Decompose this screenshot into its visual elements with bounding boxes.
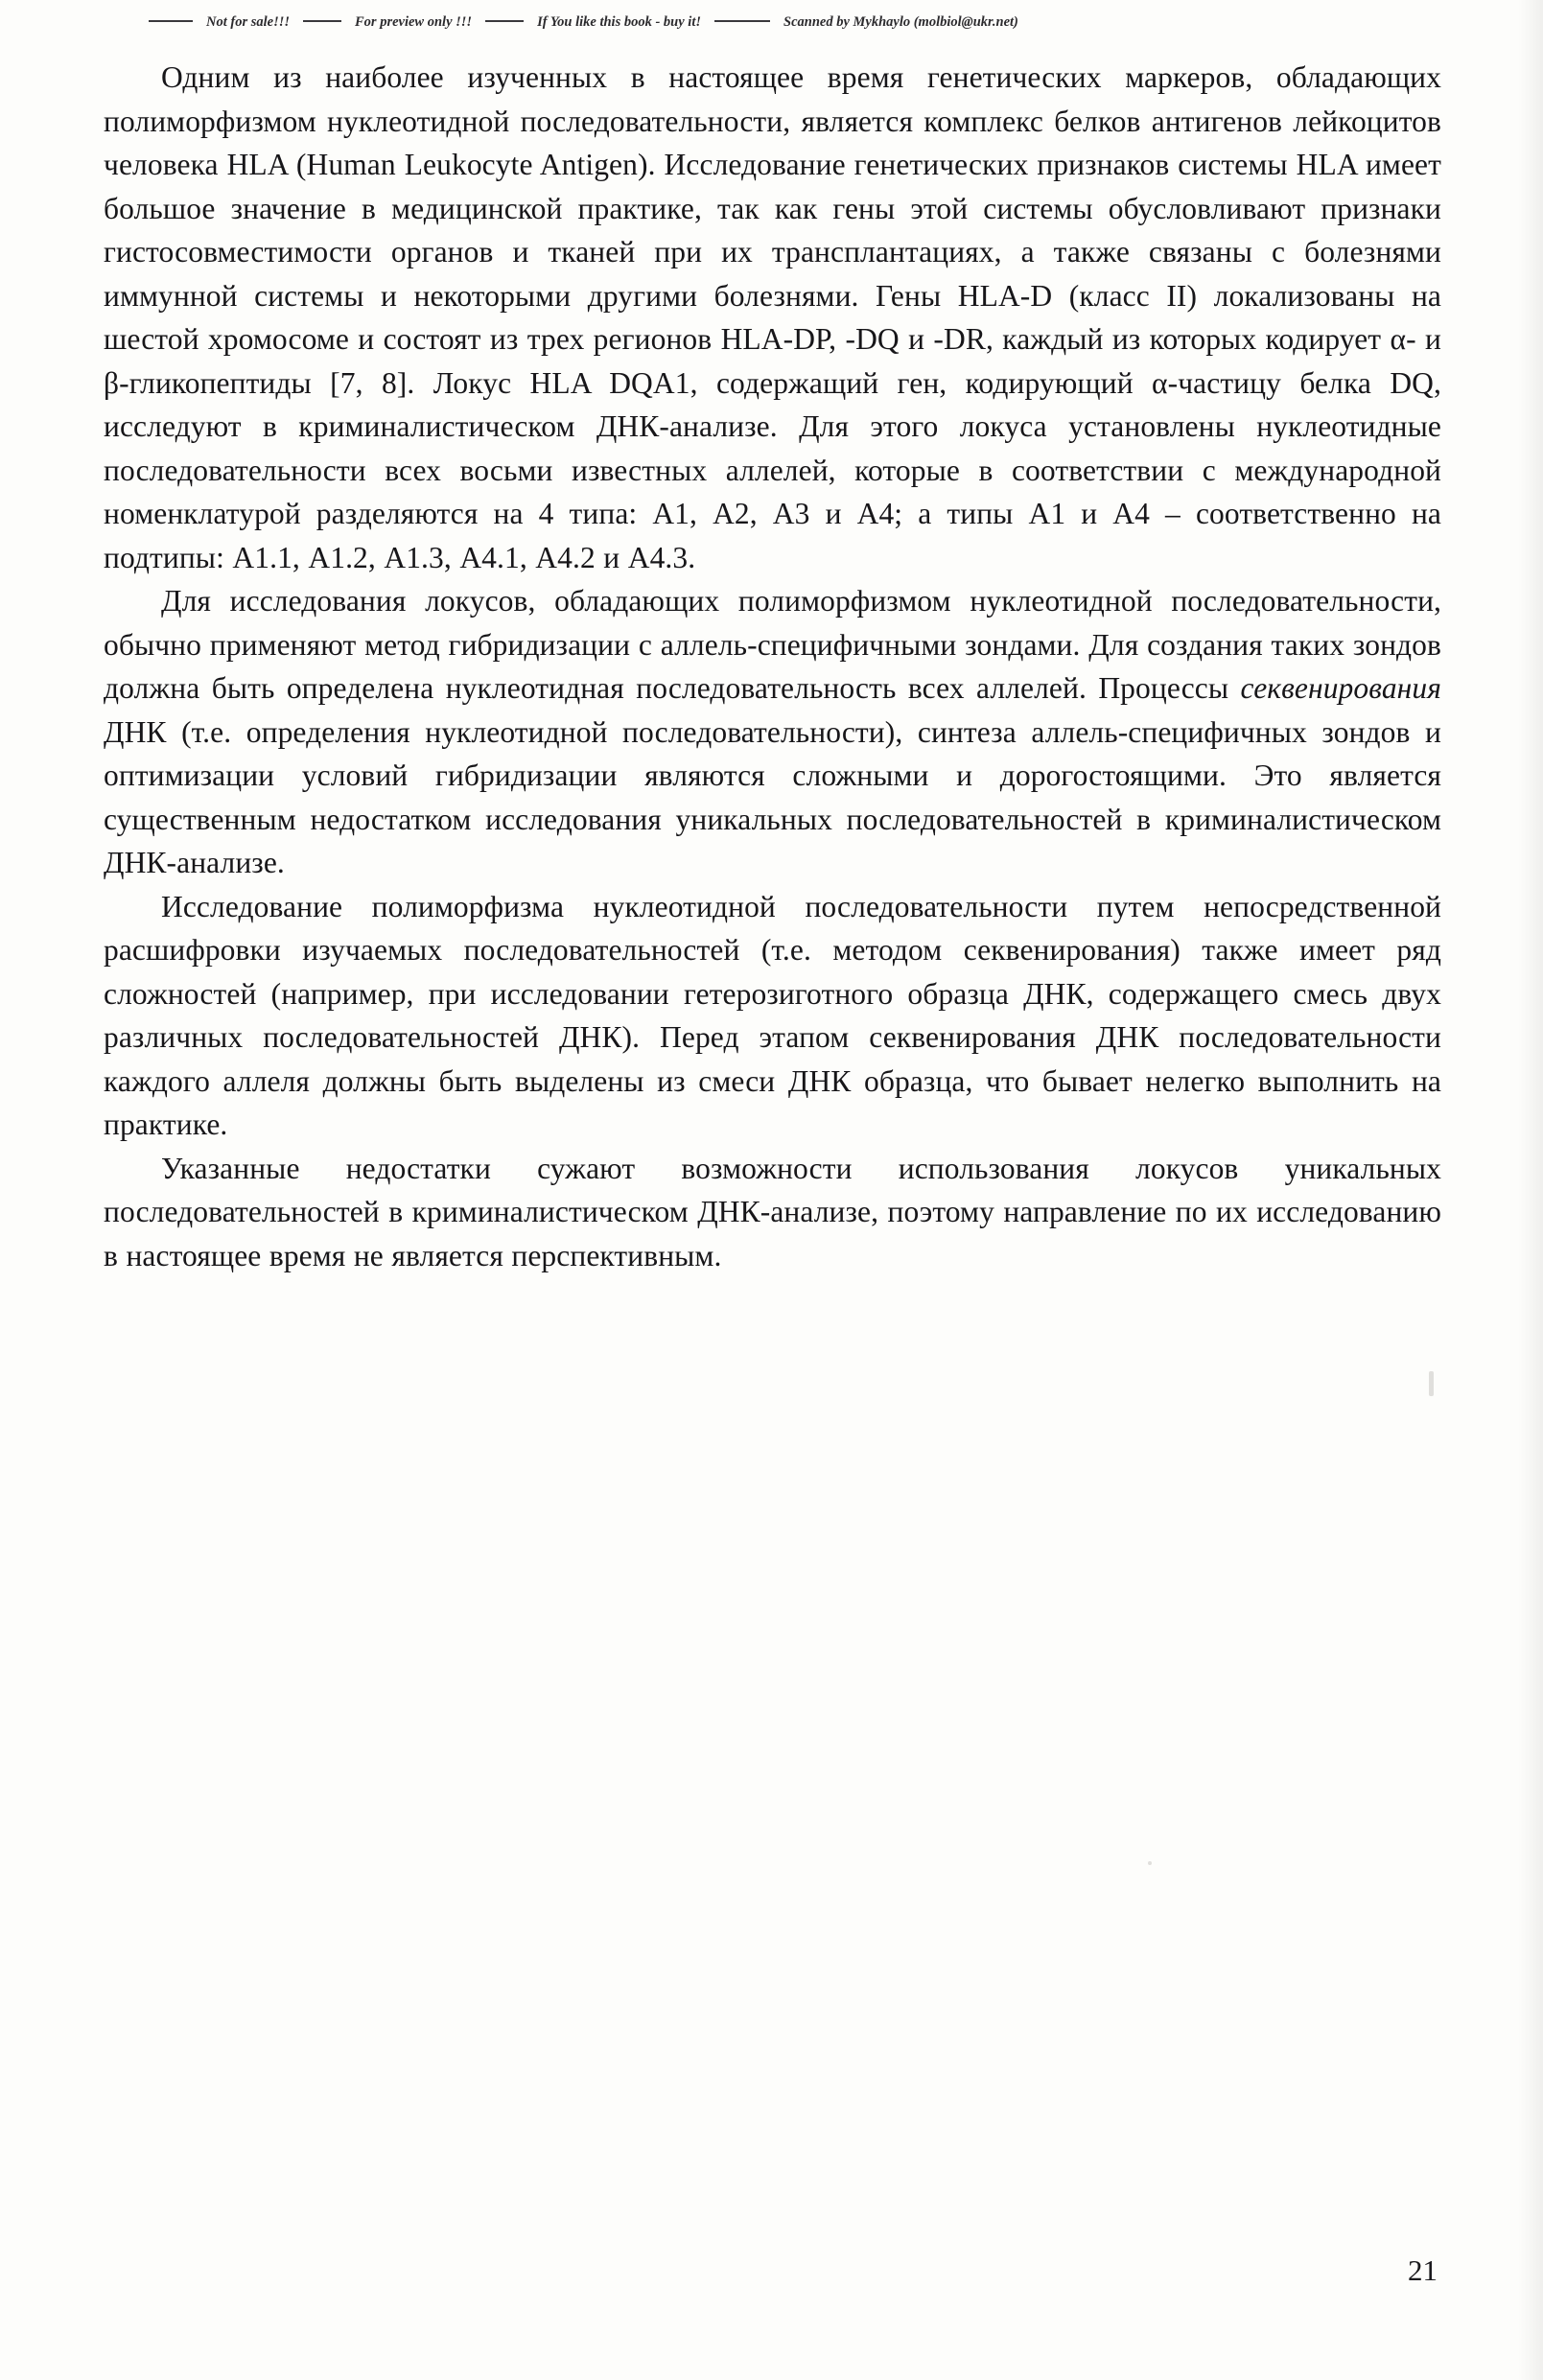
watermark-buy-it: If You like this book - buy it! bbox=[537, 13, 701, 30]
divider-rule bbox=[485, 20, 524, 22]
page-number: 21 bbox=[1408, 2253, 1438, 2287]
watermark-scanned-by: Scanned by Mykhaylo (molbiol@ukr.net) bbox=[783, 13, 1018, 30]
divider-rule bbox=[303, 20, 341, 22]
scan-watermark-header bbox=[149, 12, 1395, 33]
term-sequencing-italic: секвенирования bbox=[1240, 671, 1441, 705]
paragraph-2 bbox=[104, 579, 1441, 885]
paragraph-2-part-b: ДНК (т.е. определения нуклеотидной последовательности), синтеза аллель-специфичных зондов и оптимизации условий гибридизации являются сложными и дорогостоящими. Это является существенным недостатком исследования уникальных последовательностей в криминалистическом ДНК-анализе. bbox=[104, 714, 1441, 879]
page-edge-shadow bbox=[1518, 0, 1543, 2380]
page-body-text bbox=[104, 56, 1441, 1277]
paragraph-3: Исследование полиморфизма нуклеотидной последовательности путем непосредственной расшифровки изучаемых последовательностей (т.е. методом секвенирования) также имеет ряд сложностей (например, при исследовании гетерозиготного образца ДНК, содержащего смесь двух различных последовательностей ДНК). Перед этапом секвенирования ДНК последовательности каждого аллеля должны быть выделены из смеси ДНК образца, что бывает нелегко выполнить на практике. bbox=[104, 889, 1441, 1141]
watermark-not-for-sale: Not for sale!!! bbox=[206, 13, 291, 30]
paragraph-2-part-a: Для исследования локусов, обладающих полиморфизмом нуклеотидной последовательности, обычно применяют метод гибридизации с аллель-специфичными зондами. Для создания таких зондов должна быть определена нуклеотидная последовательность всех аллелей. Процессы bbox=[104, 584, 1441, 705]
divider-rule bbox=[149, 20, 193, 22]
paragraph-1: Одним из наиболее изученных в настоящее время генетических маркеров, обладающих полиморфизмом нуклеотидной последовательности, является комплекс белков антигенов лейкоцитов человека HLA (Human Leukocyte Antigen). Исследование генетических признаков системы HLA имеет большое значение в медицинской практике, так как гены этой системы обусловливают признаки гистосовместимости органов и тканей при их трансплантациях, а также связаны с болезнями иммунной системы и некоторыми другими болезнями. Гены HLA-D (класс II) локализованы на шестой хромосоме и состоят из трех регионов HLA-DP, -DQ и -DR, каждый из которых кодирует α- и β-гликопептиды [7, 8]. Локус HLA DQA1, содержащий ген, кодирующий α-частицу белка DQ, исследуют в криминалистическом ДНК-анализе. Для этого локуса установлены нуклеотидные последовательности всех восьми известных аллелей, которые в соответствии с международной номенклатурой разделяются на 4 типа: А1, А2, А3 и А4; а типы А1 и А4 – соответственно на подтипы: А1.1, А1.2, А1.3, А4.1, А4.2 и А4.3. bbox=[104, 60, 1441, 574]
scan-artifact bbox=[1429, 1371, 1434, 1396]
paragraph-4: Указанные недостатки сужают возможности использования локусов уникальных последовательностей в криминалистическом ДНК-анализе, поэтому направление по их исследованию в настоящее время не является перспективным. bbox=[104, 1151, 1441, 1272]
scan-artifact bbox=[1148, 1861, 1152, 1865]
divider-rule bbox=[714, 20, 770, 22]
watermark-preview-only: For preview only !!! bbox=[355, 13, 473, 30]
